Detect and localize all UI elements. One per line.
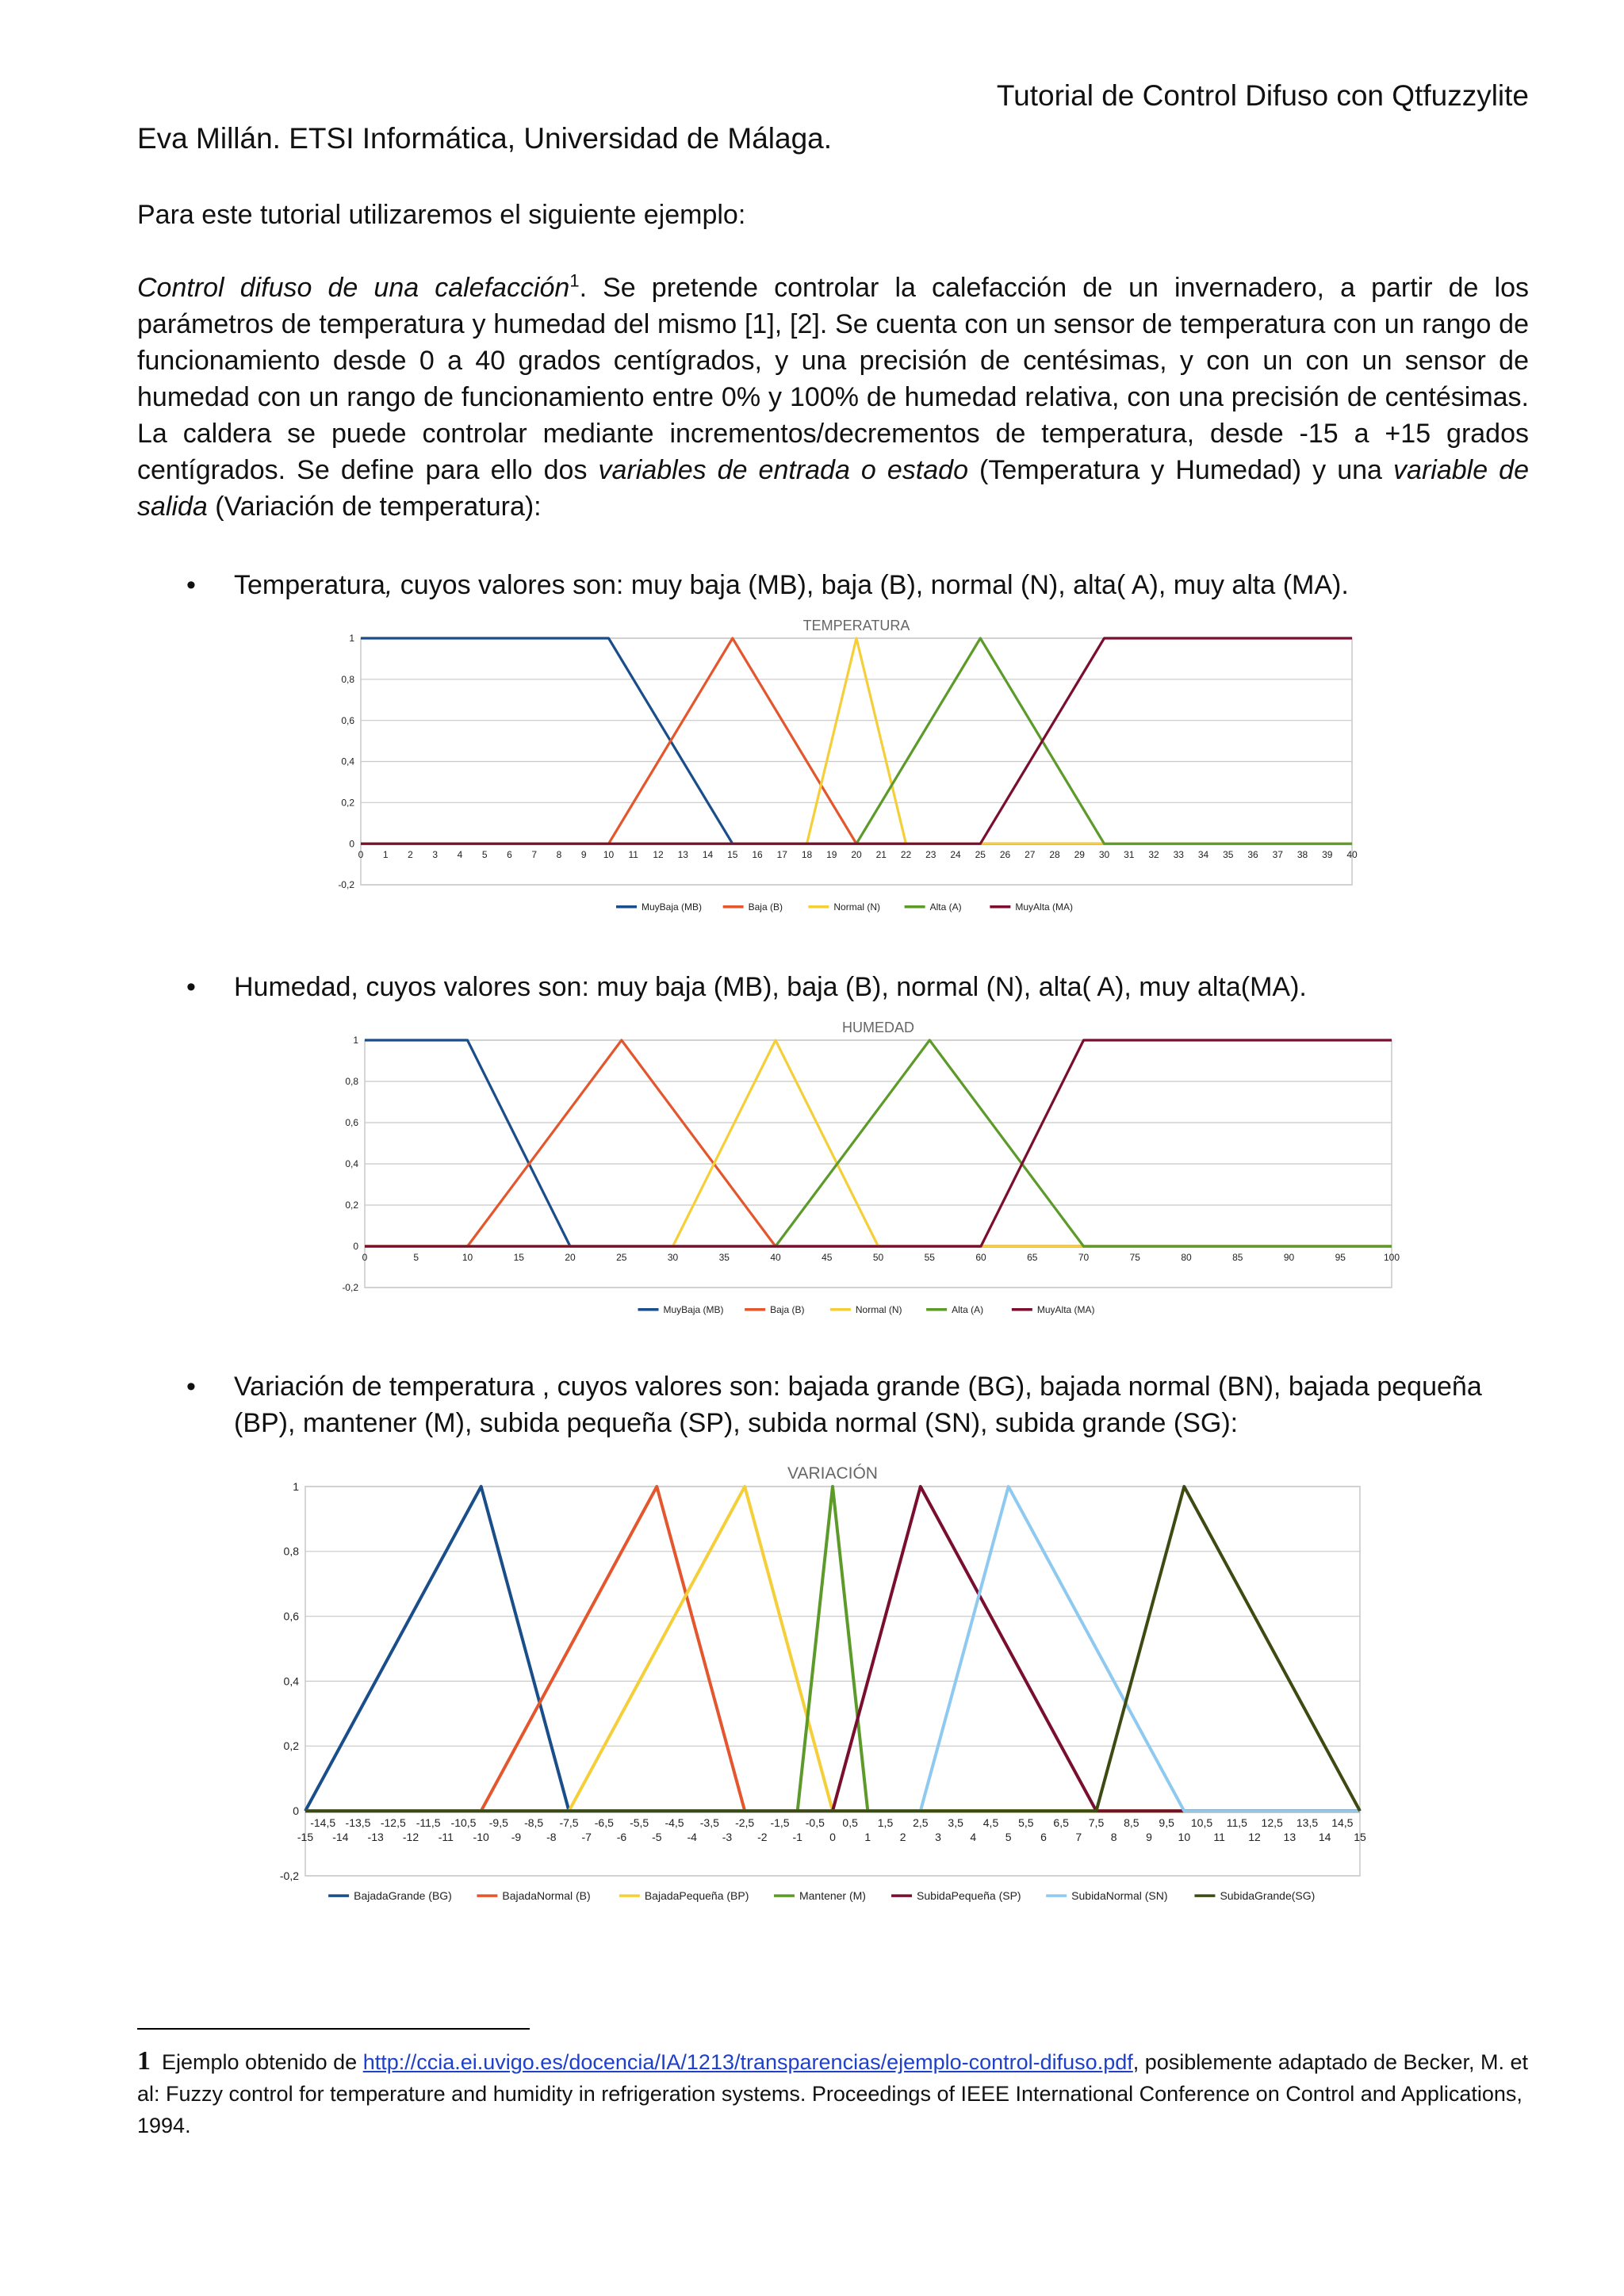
x-tick-label: 8 [556, 849, 562, 861]
chart-title: VARIACIÓN [787, 1464, 878, 1483]
y-tick-label: 0,2 [283, 1739, 299, 1753]
legend-item [638, 1304, 724, 1315]
bullet-variacion [186, 1368, 1534, 1441]
x-tick-label: 24 [950, 849, 961, 861]
x-tick-label: 31 [1124, 849, 1135, 861]
y-tick-label: 0,6 [341, 714, 354, 726]
y-tick-label: 0,8 [283, 1544, 299, 1558]
bullet-dot: • [186, 570, 196, 600]
footnote-pre: Ejemplo obtenido de [162, 2050, 363, 2074]
series-line [305, 1487, 1360, 1811]
x-tick-label: -1 [792, 1831, 802, 1844]
x-tick-label: 7 [531, 849, 538, 861]
x-tick-label: -9 [511, 1831, 522, 1844]
legend-item [905, 901, 962, 913]
legend-label: SubidaNormal (SN) [1071, 1889, 1168, 1902]
bullet-text: Variación de temperatura , cuyos valores son: bajada grande (BG), bajada normal (BN), bajada pequeña (BP), mantener (M), subida pequeña (SP), subida normal (SN), subida grande (SG): [234, 1372, 1482, 1438]
x-tick-label: 1,5 [877, 1816, 894, 1830]
legend-item [723, 901, 783, 913]
legend-item [1012, 1304, 1095, 1315]
x-tick-label: 38 [1297, 849, 1308, 861]
paragraph-text-2: (Temperatura y Humedad) y una [967, 455, 1394, 485]
x-tick-label: 27 [1025, 849, 1036, 861]
x-tick-label: 0 [358, 849, 364, 861]
paragraph-text-3: (Variación de temperatura): [207, 492, 542, 522]
x-tick-label: -2,5 [735, 1816, 755, 1830]
x-tick-label: 1 [382, 849, 389, 861]
x-tick-label: 13,5 [1296, 1816, 1319, 1830]
x-tick-label: -10,5 [450, 1816, 477, 1830]
x-tick-label: -7 [581, 1831, 592, 1844]
x-tick-label: 9 [1146, 1831, 1152, 1844]
x-tick-label: -10 [473, 1831, 489, 1844]
x-tick-label: -5,5 [630, 1816, 649, 1830]
legend-item [808, 901, 880, 913]
x-tick-label: 2 [408, 849, 413, 861]
legend-label: Alta (A) [929, 901, 962, 913]
x-tick-label: -7,5 [559, 1816, 579, 1830]
x-tick-label: 65 [1027, 1252, 1038, 1263]
x-tick-label: -12,5 [380, 1816, 406, 1830]
x-tick-label: 12,5 [1261, 1816, 1283, 1830]
legend-item [619, 1889, 749, 1902]
y-tick-label: 1 [293, 1479, 299, 1493]
x-tick-label: 15 [513, 1252, 524, 1263]
x-tick-label: -6,5 [594, 1816, 614, 1830]
x-tick-label: 80 [1181, 1252, 1192, 1263]
x-tick-label: -3 [722, 1831, 733, 1844]
x-tick-label: 40 [770, 1252, 781, 1263]
series-line [305, 1487, 1360, 1811]
x-tick-label: 2 [899, 1831, 906, 1844]
y-tick-label: 0,4 [341, 756, 354, 767]
x-tick-label: 11,5 [1226, 1816, 1247, 1830]
x-tick-label: 5 [1005, 1831, 1012, 1844]
x-tick-label: 75 [1129, 1252, 1140, 1263]
x-tick-label: 40 [1346, 849, 1358, 861]
legend-item [891, 1889, 1021, 1902]
x-tick-label: 14 [1318, 1831, 1331, 1844]
x-tick-label: 50 [872, 1252, 884, 1263]
footnote [137, 2045, 1533, 2141]
x-tick-label: 4 [457, 849, 463, 861]
paragraph-italic-2: variable de salida [137, 455, 1529, 522]
hum-svg [317, 1005, 1411, 1322]
bullet-dot: • [186, 972, 196, 1002]
series-line [361, 638, 1352, 844]
x-tick-label: 3 [432, 849, 439, 861]
x-tick-label: -9,5 [488, 1816, 508, 1830]
y-tick-label: 1 [353, 1035, 358, 1047]
bullet-text: Humedad, cuyos valores son: muy baja (MB), baja (B), normal (N), alta( A), muy alta(MA). [234, 972, 1307, 1002]
legend-item [774, 1889, 866, 1902]
x-tick-label: 26 [999, 849, 1011, 861]
legend-label: BajadaGrande (BG) [354, 1889, 452, 1902]
legend-label: MuyBaja (MB) [663, 1304, 724, 1315]
x-tick-label: 70 [1078, 1252, 1090, 1263]
x-tick-label: 35 [1223, 849, 1234, 861]
x-tick-label: 5 [481, 849, 488, 861]
x-tick-label: -8,5 [524, 1816, 544, 1830]
x-tick-label: 1 [864, 1831, 871, 1844]
running-header: Tutorial de Control Difuso con Qtfuzzylite [996, 79, 1529, 112]
x-tick-label: -14 [332, 1831, 349, 1844]
x-tick-label: 11 [628, 849, 638, 861]
y-tick-label: 1 [349, 633, 354, 645]
x-tick-label: -5 [652, 1831, 662, 1844]
x-tick-label: 20 [851, 849, 862, 861]
x-tick-label: 17 [776, 849, 787, 861]
x-tick-label: 37 [1272, 849, 1283, 861]
x-tick-label: 0,5 [842, 1816, 858, 1830]
x-tick-label: 60 [975, 1252, 986, 1263]
legend-item [477, 1889, 590, 1902]
series-line [361, 638, 1352, 844]
bullet-text: Temperatura [234, 570, 385, 600]
x-tick-label: -15 [297, 1831, 314, 1844]
x-tick-label: 11 [1213, 1831, 1225, 1844]
x-tick-label: -2 [757, 1831, 768, 1844]
x-tick-label: 34 [1197, 849, 1209, 861]
legend-label: Normal (N) [855, 1304, 902, 1315]
x-tick-label: 0 [362, 1252, 368, 1263]
y-tick-label: 0,4 [283, 1674, 299, 1688]
footnote-rule [137, 2028, 530, 2030]
series-line [305, 1487, 1360, 1811]
x-tick-label: 16 [752, 849, 763, 861]
x-tick-label: 10 [603, 849, 615, 861]
chart-title: HUMEDAD [841, 1020, 915, 1035]
x-tick-label: 12 [653, 849, 664, 861]
x-tick-label: 4,5 [982, 1816, 999, 1830]
x-tick-label: -4,5 [665, 1816, 684, 1830]
x-tick-label: -11 [438, 1831, 454, 1844]
y-tick-label: -0,2 [342, 1282, 358, 1294]
y-tick-label: 0,4 [345, 1158, 358, 1170]
intro-text: Para este tutorial utilizaremos el siguiente ejemplo: [137, 200, 746, 230]
x-tick-label: 15 [1354, 1831, 1366, 1844]
y-tick-label: 0,8 [341, 674, 354, 686]
x-tick-label: 10 [462, 1252, 473, 1263]
variacion-chart [262, 1443, 1372, 1919]
legend-label: SubidaPequeña (SP) [917, 1889, 1021, 1902]
x-tick-label: -4 [687, 1831, 697, 1844]
x-tick-label: 35 [718, 1252, 730, 1263]
x-tick-label: 55 [924, 1252, 935, 1263]
x-tick-label: 3,5 [948, 1816, 963, 1830]
bullet-text: , [385, 570, 393, 600]
x-tick-label: 30 [1098, 849, 1110, 861]
body-paragraph [137, 270, 1529, 525]
footnote-mark: 1 [569, 270, 580, 291]
series-line [305, 1487, 1360, 1811]
x-tick-label: 29 [1074, 849, 1085, 861]
x-tick-label: -14,5 [310, 1816, 336, 1830]
bullet-temperatura [186, 567, 1534, 603]
series-line [361, 638, 1352, 844]
x-tick-label: 30 [667, 1252, 679, 1263]
legend-item [745, 1304, 804, 1315]
author-line: Eva Millán. ETSI Informática, Universidad de Málaga. [137, 122, 833, 155]
example-title: Control difuso de una calefacción [137, 273, 570, 303]
x-tick-label: 20 [565, 1252, 576, 1263]
series-line [305, 1487, 1360, 1811]
legend-label: MuyBaja (MB) [642, 901, 703, 913]
x-tick-label: -13,5 [345, 1816, 371, 1830]
x-tick-label: 3 [935, 1831, 941, 1844]
y-tick-label: -0,2 [279, 1869, 299, 1882]
paragraph-text-1: . Se pretende controlar la calefacción de un invernadero, a partir de los parámetros de temperatura y humedad del mismo [1], [2]. Se cuenta con un sensor de temperatura con un rango de funcionamiento desde 0 a 40 grados centígrados, y una precisión de centésimas, y con un con un sensor de humedad con un rango de funcionamiento entre 0% y 100% de humedad relativa, con una precisión de centésimas. La caldera se puede controlar mediante incrementos/decrementos de temperatura, desde -15 a +15 grados centígrados. Se define para ello dos [137, 273, 1529, 485]
x-tick-label: 14,5 [1331, 1816, 1354, 1830]
legend-item [328, 1889, 452, 1902]
legend-label: Mantener (M) [799, 1889, 866, 1902]
footnote-link[interactable]: http://ccia.ei.uvigo.es/docencia/IA/1213/transparencias/ejemplo-control-difuso.pdf [362, 2050, 1133, 2074]
footnote-post: , posiblemente adaptado de Becker, M. et al: Fuzzy control for temperature and humidity in refrigeration systems. Proceedings of IEEE International Conference on Control and Applications, 1994. [137, 2050, 1529, 2137]
bullet-text: cuyos valores son: muy baja (MB), baja (B), normal (N), alta( A), muy alta (MA). [393, 570, 1349, 600]
x-tick-label: -11,5 [416, 1816, 441, 1830]
x-tick-label: 9 [580, 849, 587, 861]
x-tick-label: 23 [925, 849, 936, 861]
temp-svg [317, 603, 1364, 920]
series-line [361, 638, 1352, 844]
legend-label: MuyAlta (MA) [1015, 901, 1074, 913]
bullet-dot: • [186, 1372, 196, 1402]
series-line [365, 1040, 1392, 1246]
legend-item [830, 1304, 902, 1315]
y-tick-label: 0 [349, 838, 354, 850]
x-tick-label: 6 [507, 849, 512, 861]
legend-item [990, 901, 1073, 913]
bullet-humedad [186, 969, 1534, 1005]
legend-item [1194, 1889, 1315, 1902]
x-tick-label: 7 [1075, 1831, 1082, 1844]
x-tick-label: 33 [1173, 849, 1184, 861]
x-tick-label: 8,5 [1124, 1816, 1139, 1830]
x-tick-label: 14 [702, 849, 714, 861]
x-tick-label: -13 [367, 1831, 384, 1844]
x-tick-label: 13 [677, 849, 688, 861]
x-tick-label: 6,5 [1053, 1816, 1069, 1830]
x-tick-label: 5 [413, 1252, 419, 1263]
x-tick-label: -0,5 [805, 1816, 825, 1830]
x-tick-label: 10 [1178, 1831, 1191, 1844]
footnote-number: 1 [137, 2046, 151, 2076]
legend-item [616, 901, 702, 913]
humedad-chart [317, 1005, 1411, 1322]
x-tick-label: 2,5 [913, 1816, 929, 1830]
x-tick-label: 4 [970, 1831, 977, 1844]
series-line [305, 1487, 1360, 1811]
x-tick-label: -8 [546, 1831, 557, 1844]
x-tick-label: 15 [727, 849, 738, 861]
x-tick-label: 95 [1335, 1252, 1346, 1263]
y-tick-label: 0,8 [345, 1076, 358, 1088]
series-line [305, 1487, 1360, 1811]
x-tick-label: 25 [975, 849, 986, 861]
legend-label: MuyAlta (MA) [1036, 1304, 1095, 1315]
x-tick-label: 90 [1283, 1252, 1295, 1263]
legend-item [1046, 1889, 1167, 1902]
x-tick-label: 85 [1232, 1252, 1243, 1263]
x-tick-label: 39 [1322, 849, 1333, 861]
x-tick-label: 19 [826, 849, 837, 861]
x-tick-label: 13 [1283, 1831, 1297, 1844]
x-tick-label: 9,5 [1159, 1816, 1174, 1830]
series-line [361, 638, 1352, 844]
x-tick-label: 18 [801, 849, 813, 861]
legend-item [926, 1304, 983, 1315]
legend-label: Baja (B) [748, 901, 783, 913]
x-tick-label: 25 [616, 1252, 627, 1263]
legend-label: Baja (B) [770, 1304, 805, 1315]
legend-label: Alta (A) [952, 1304, 984, 1315]
x-tick-label: -12 [402, 1831, 419, 1844]
x-tick-label: 28 [1049, 849, 1060, 861]
y-tick-label: -0,2 [338, 879, 354, 891]
x-tick-label: 100 [1383, 1252, 1400, 1263]
temperatura-chart [317, 603, 1364, 920]
x-tick-label: 22 [900, 849, 912, 861]
y-tick-label: 0,2 [345, 1200, 358, 1211]
paragraph-italic-1: variables de entrada o estado [598, 455, 968, 485]
y-tick-label: 0 [293, 1804, 299, 1818]
x-tick-label: 0 [829, 1831, 836, 1844]
y-tick-label: 0,2 [341, 797, 354, 809]
chart-title: TEMPERATURA [802, 618, 910, 633]
x-tick-label: 7,5 [1088, 1816, 1105, 1830]
x-tick-label: 12 [1248, 1831, 1261, 1844]
legend-label: SubidaGrande(SG) [1220, 1889, 1316, 1902]
y-tick-label: 0,6 [283, 1609, 299, 1623]
legend-label: Normal (N) [833, 901, 881, 913]
y-tick-label: 0 [353, 1241, 358, 1253]
x-tick-label: -1,5 [770, 1816, 790, 1830]
x-tick-label: -6 [616, 1831, 627, 1844]
x-tick-label: 21 [875, 849, 887, 861]
legend-label: BajadaNormal (B) [502, 1889, 591, 1902]
x-tick-label: -3,5 [699, 1816, 719, 1830]
y-tick-label: 0,6 [345, 1117, 358, 1129]
x-tick-label: 8 [1110, 1831, 1117, 1844]
x-tick-label: 5,5 [1018, 1816, 1034, 1830]
legend-label: BajadaPequeña (BP) [644, 1889, 749, 1902]
x-tick-label: 6 [1040, 1831, 1047, 1844]
x-tick-label: 32 [1148, 849, 1159, 861]
x-tick-label: 10,5 [1190, 1816, 1213, 1830]
x-tick-label: 36 [1247, 849, 1258, 861]
var-svg [262, 1443, 1372, 1919]
x-tick-label: 45 [822, 1252, 833, 1263]
